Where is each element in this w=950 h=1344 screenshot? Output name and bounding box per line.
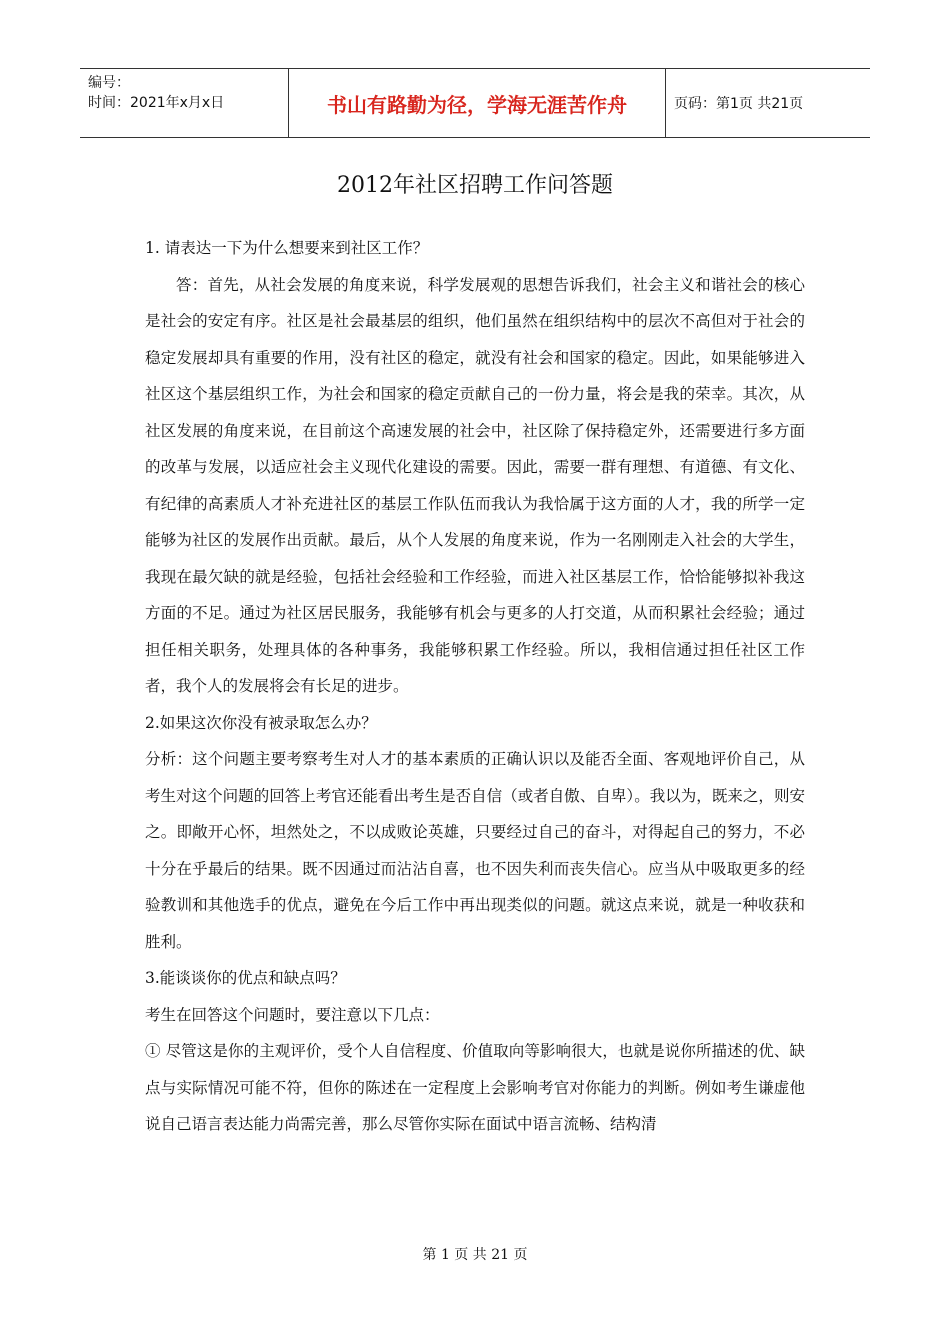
body-paragraph: 3.能谈谈你的优点和缺点吗？: [145, 969, 346, 987]
header-motto: 书山有路勤为径，学海无涯苦作舟: [289, 69, 666, 137]
page-footer: 第 1 页 共 21 页: [422, 1247, 528, 1263]
body-paragraph: 分析：这个问题主要考察考生对人才的基本素质的正确认识以及能否全面、客观地评价自己，从考生对这个问题的回答上考官还能看出考生是否自信（或者自傲、自卑）。我以为，既来之，则安之。即敞开心怀，坦然处之，不以成败论英雄，只要经过自己的奋斗，对得起自己的努力，不必十分在乎最后的结果。既不因通过而沾沾自喜，也不因失利而丧失信心。应当从中吸取更多的经验教训和其他选手的优点，避免在今后工作中再出现类似的问题。就这点来说，就是一种收获和胜利。: [145, 750, 805, 951]
date-label: 时间：2021年x月x日: [88, 95, 225, 111]
document-title: 2012年社区招聘工作问答题: [337, 173, 613, 198]
header-page-info: 页码：第1页 共21页: [674, 96, 804, 112]
body-paragraph: 考生在回答这个问题时，要注意以下几点：: [145, 1005, 440, 1024]
body-paragraph: 答：首先，从社会发展的角度来说，科学发展观的思想告诉我们，社会主义和谐社会的核心是社会的安定有序。社区是社会最基层的组织，他们虽然在组织结构中的层次不高但对于社会的稳定发展却具有重要的作用，没有社区的稳定，就没有社会和国家的稳定。因此，如果能够进入社区这个基层组织工作，为社会和国家的稳定贡献自己的一份力量，将会是我的荣幸。其次，从社区发展的角度来说，在目前这个高速发展的社会中，社区除了保持稳定外，还需要进行多方面的改革与发展，以适应社会主义现代化建设的需要。因此，需要一群有理想、有道德、有文化、有纪律的高素质人才补充进社区的基层工作队伍而我认为我恰属于这方面的人才，我的所学一定能够为社区的发展作出贡献。最后，从个人发展的角度来说，作为一名刚刚走入社会的大学生，我现在最欠缺的就是经验，包括社会经验和工作经验，而进入社区基层工作，恰恰能够拟补我这方面的不足。通过为社区居民服务，我能够有机会与更多的人打交道，从而积累社会经验；通过担任相关职务，处理具体的各种事务，我能够积累工作经验。所以，我相信通过担任社区工作者，我个人的发展将会有长足的进步。: [145, 275, 805, 695]
body-paragraph: ① 尽管这是你的主观评价，受个人自信程度、价值取向等影响很大，也就是说你所描述的优、缺点与实际情况可能不符，但你的陈述在一定程度上会影响考官对你能力的判断。例如考生谦虚他说自己语言表达能力尚需完善，那么尽管你实际在面试中语言流畅、结构清: [145, 1042, 805, 1133]
document-header: [80, 68, 870, 138]
number-label: 编号：: [88, 75, 130, 91]
body-paragraph: 1. 请表达一下为什么想要来到社区工作？: [145, 239, 429, 257]
document-body: [145, 230, 805, 1143]
body-paragraph: 2.如果这次你没有被录取怎么办？: [145, 713, 377, 732]
header-meta-cell: [80, 69, 289, 137]
